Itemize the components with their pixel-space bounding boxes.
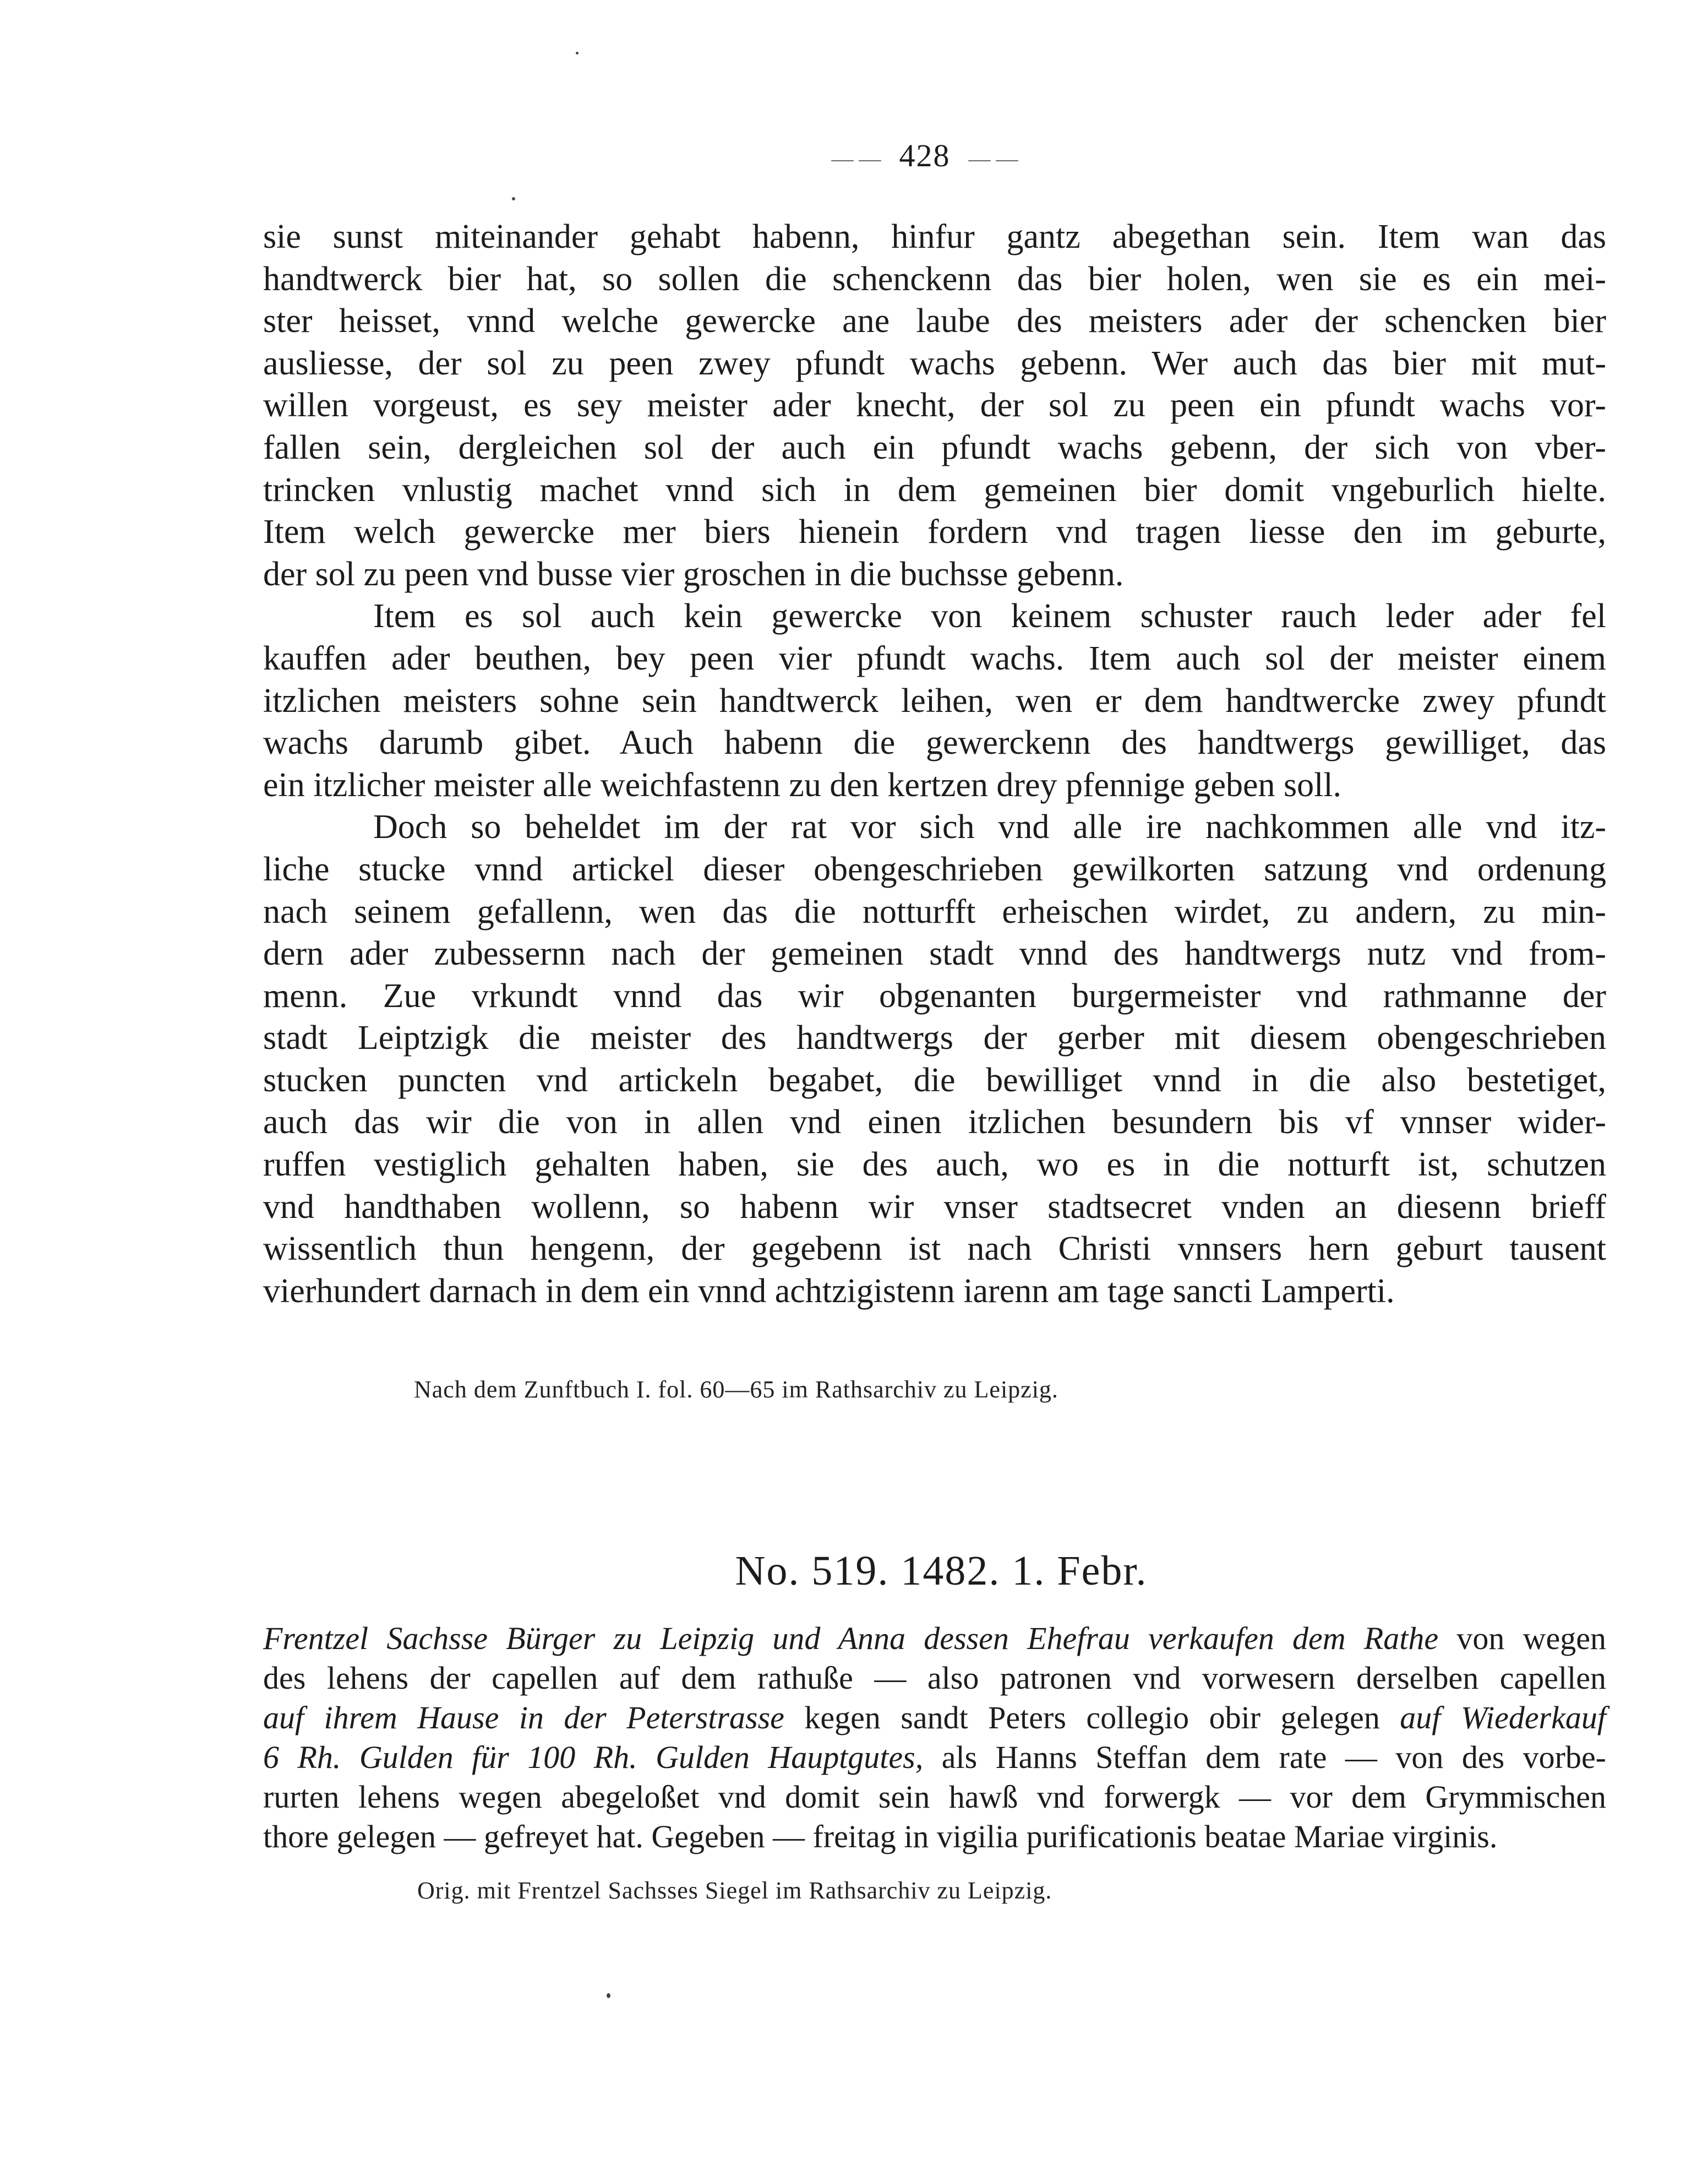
print-speck — [607, 1993, 610, 1998]
regest-italic-segment: 6 Rh. Gulden für 100 Rh. Gulden Hauptgutes, — [263, 1739, 924, 1775]
charter-paragraph-3 — [263, 806, 1606, 1312]
text-line: Doch so beheldet im der rat vor sich vnd alle ire nachkommen alle vnd itz- — [373, 808, 1606, 846]
header-dash-right: — — — [968, 146, 1018, 171]
regest-line — [263, 1698, 1606, 1738]
page-number-line — [771, 137, 1079, 178]
regest-line — [263, 1738, 1606, 1777]
text-line: liche stucke vnnd artickel dieser obengeschrieben gewilkorten satzung vnd ordenung — [263, 850, 1606, 888]
text-line: ein itzlicher meister alle weichfastenn zu den kertzen drey pfennige geben soll. — [263, 766, 1342, 804]
text-line: dern ader zubessernn nach der gemeinen stadt vnnd des handtwergs nutz vnd from- — [263, 935, 1606, 973]
regest-segment: des lehens der capellen auf dem rathuße — also patronen vnd vorwesern derselben capellen — [263, 1660, 1606, 1696]
text-line: ster heisset, vnnd welche gewercke ane laube des meisters ader der schencken bier — [263, 302, 1606, 340]
document-heading: No. 519. 1482. 1. Febr. — [735, 1548, 1148, 1594]
regest-segment: als Hanns Steffan dem rate — von des vorbe- — [923, 1739, 1606, 1775]
charter-paragraph-1 — [263, 216, 1606, 595]
text-line: kauffen ader beuthen, bey peen vier pfundt wachs. Item auch sol der meister einem — [263, 639, 1606, 677]
text-line: ausliesse, der sol zu peen zwey pfundt wachs gebenn. Wer auch das bier mit mut- — [263, 344, 1606, 382]
text-line: fallen sein, dergleichen sol der auch ein pfundt wachs gebenn, der sich von vber- — [263, 428, 1606, 466]
charter-text — [263, 216, 1606, 1312]
source-note-1: Nach dem Zunftbuch I. fol. 60—65 im Rathsarchiv zu Leipzig. — [414, 1376, 1058, 1403]
charter-paragraph-2 — [263, 595, 1606, 806]
text-line: vierhundert darnach in dem ein vnnd achtzigistenn iarenn am tage sancti Lamperti. — [263, 1272, 1395, 1310]
text-line: wachs darumb gibet. Auch habenn die gewerckenn des handtwergs gewilliget, das — [263, 724, 1606, 762]
text-line: handtwerck bier hat, so sollen die schenckenn das bier holen, wen sie es ein mei- — [263, 260, 1606, 298]
text-line: der sol zu peen vnd busse vier groschen in die buchsse gebenn. — [263, 555, 1124, 593]
regest-line — [263, 1777, 1606, 1817]
regest-italic-segment: auf ihrem Hause in der Peterstrasse — [263, 1700, 784, 1735]
page-number: 428 — [899, 138, 951, 173]
regest-italic-segment: Frentzel Sachsse Bürger zu Leipzig und Anna dessen Ehefrau verkaufen dem Rathe — [263, 1620, 1439, 1656]
regest-paragraph — [263, 1619, 1606, 1857]
text-line: auch das wir die von in allen vnd einen itzlichen besundern bis vf vnnser wider- — [263, 1103, 1606, 1141]
regest-line — [263, 1817, 1606, 1857]
regest-line — [263, 1658, 1606, 1698]
print-speck — [576, 52, 579, 55]
regest-line — [263, 1619, 1606, 1658]
text-line: Item es sol auch kein gewercke von keinem schuster rauch leder ader fel — [373, 597, 1606, 635]
regest-segment: kegen sandt Peters collegio obir gelegen — [784, 1700, 1400, 1735]
text-line: ruffen vestiglich gehalten haben, sie des auch, wo es in die notturft ist, schutzen — [263, 1146, 1606, 1184]
regest-segment: von wegen — [1438, 1620, 1606, 1656]
text-line: willen vorgeust, es sey meister ader knecht, der sol zu peen ein pfundt wachs vor- — [263, 387, 1606, 425]
text-line: Item welch gewercke mer biers hienein fordern vnd tragen liesse den im geburte, — [263, 513, 1606, 551]
text-line: itzlichen meisters sohne sein handtwerck leihen, wen er dem handtwercke zwey pfundt — [263, 682, 1606, 720]
text-line: trincken vnlustig machet vnnd sich in dem gemeinen bier domit vngeburlich hielte. — [263, 471, 1606, 509]
text-line: stucken puncten vnd artickeln begabet, die bewilliget vnnd in die also bestetiget, — [263, 1061, 1606, 1099]
print-speck — [512, 197, 515, 200]
text-line: nach seinem gefallenn, wen das die notturfft erheischen wirdet, zu andern, zu min- — [263, 893, 1606, 931]
header-dash-left: — — — [831, 146, 881, 171]
text-line: sie sunst miteinander gehabt habenn, hinfur gantz abegethan sein. Item wan das — [263, 218, 1606, 255]
text-line: stadt Leiptzigk die meister des handtwergs der gerber mit diesem obengeschrieben — [263, 1019, 1606, 1057]
regest-italic-segment: auf Wiederkauf — [1400, 1700, 1606, 1735]
text-line: vnd handthaben wollenn, so habenn wir vnser stadtsecret vnden an diesenn brieff — [263, 1188, 1606, 1226]
regest-segment: thore gelegen — gefreyet hat. Gegeben — freitag in vigilia purificationis beatae Mariae virginis. — [263, 1819, 1498, 1854]
regest — [263, 1619, 1606, 1857]
source-note-2: Orig. mit Frentzel Sachsses Siegel im Rathsarchiv zu Leipzig. — [417, 1877, 1052, 1904]
text-line: menn. Zue vrkundt vnnd das wir obgenanten burgermeister vnd rathmanne der — [263, 977, 1606, 1015]
text-line: wissentlich thun hengenn, der gegebenn ist nach Christi vnnsers hern geburt tausent — [263, 1230, 1606, 1268]
regest-segment: rurten lehens wegen abegeloßet vnd domit sein hawß vnd forwergk — vor dem Grymmischen — [263, 1779, 1606, 1815]
